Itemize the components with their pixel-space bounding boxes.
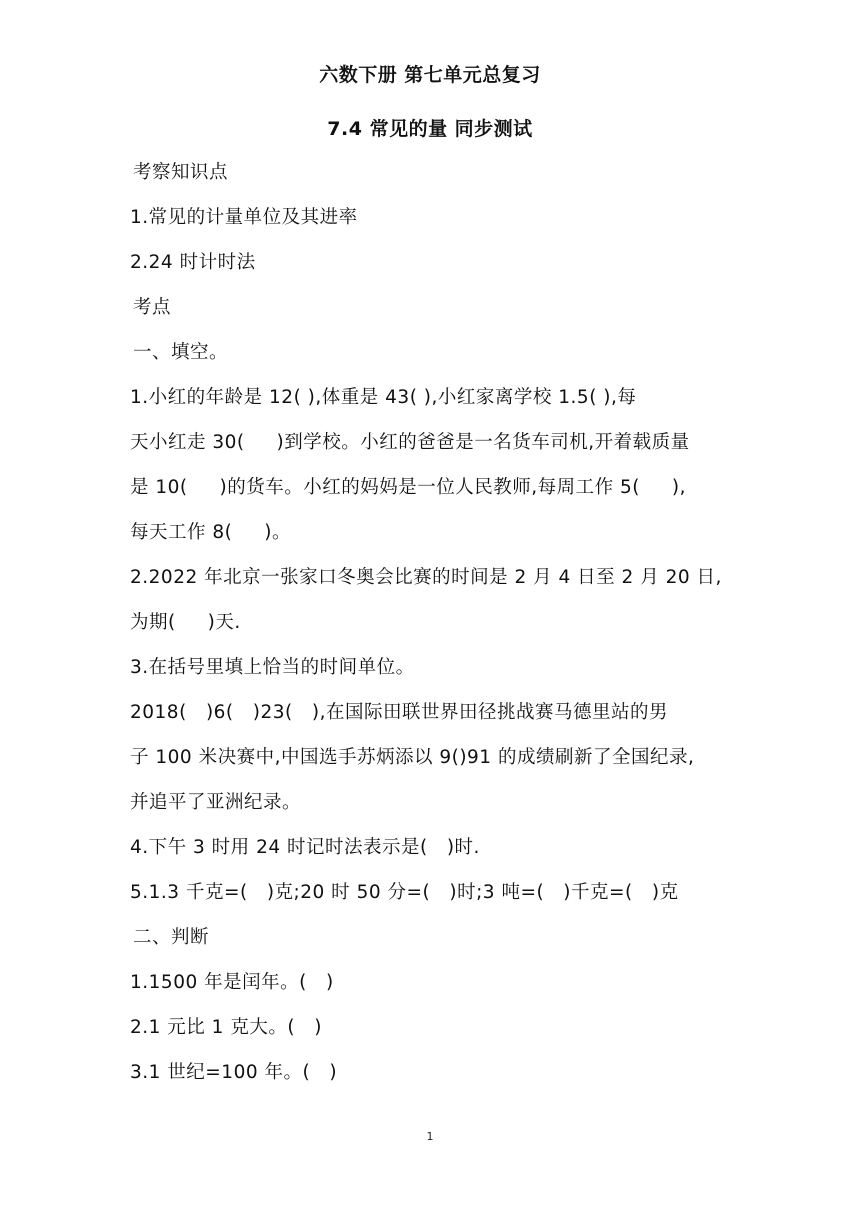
judgement-item: 1.1500 年是闰年。( ) [130, 972, 334, 993]
question-3-line: 3.在括号里填上恰当的时间单位。 [130, 657, 415, 678]
question-3-line: 并追平了亚洲纪录。 [130, 792, 302, 813]
exam-heading: 考点 [133, 297, 172, 318]
page-subtitle: 7.4 常见的量 同步测试 [327, 118, 533, 140]
question-4: 4.下午 3 时用 24 时记时法表示是( )时. [130, 837, 480, 858]
question-2-line: 2.2022 年北京一张家口冬奥会比赛的时间是 2 月 4 日至 2 月 20 日, [130, 567, 722, 588]
page-title: 六数下册 第七单元总复习 [319, 64, 541, 86]
question-1-line: 每天工作 8( )。 [130, 522, 291, 543]
question-1-line: 天小红走 30( )到学校。小红的爸爸是一名货车司机,开着载质量 [130, 432, 690, 453]
page-number: 1 [426, 1130, 434, 1143]
question-3-line: 子 100 米决赛中,中国选手苏炳添以 9()91 的成绩刷新了全国纪录, [130, 747, 695, 768]
section1-heading: 一、填空。 [133, 342, 229, 363]
judgement-item: 2.1 元比 1 克大。( ) [130, 1017, 322, 1038]
section2-heading: 二、判断 [133, 927, 210, 948]
question-5: 5.1.3 千克=( )克;20 时 50 分=( )时;3 吨=( )千克=( )克 [130, 882, 679, 903]
knowledge-heading: 考察知识点 [133, 162, 229, 183]
question-1-line: 1.小红的年龄是 12( ),体重是 43( ),小红家离学校 1.5( ),每 [130, 387, 637, 408]
question-3-line: 2018( )6( )23( ),在国际田联世界田径挑战赛马德里站的男 [130, 702, 669, 723]
judgement-item: 3.1 世纪=100 年。( ) [130, 1062, 338, 1083]
knowledge-item: 2.24 时计时法 [130, 252, 256, 273]
question-2-line: 为期( )天. [130, 612, 241, 633]
knowledge-item: 1.常见的计量单位及其进率 [130, 207, 358, 228]
question-1-line: 是 10( )的货车。小红的妈妈是一位人民教师,每周工作 5( ), [130, 477, 687, 498]
